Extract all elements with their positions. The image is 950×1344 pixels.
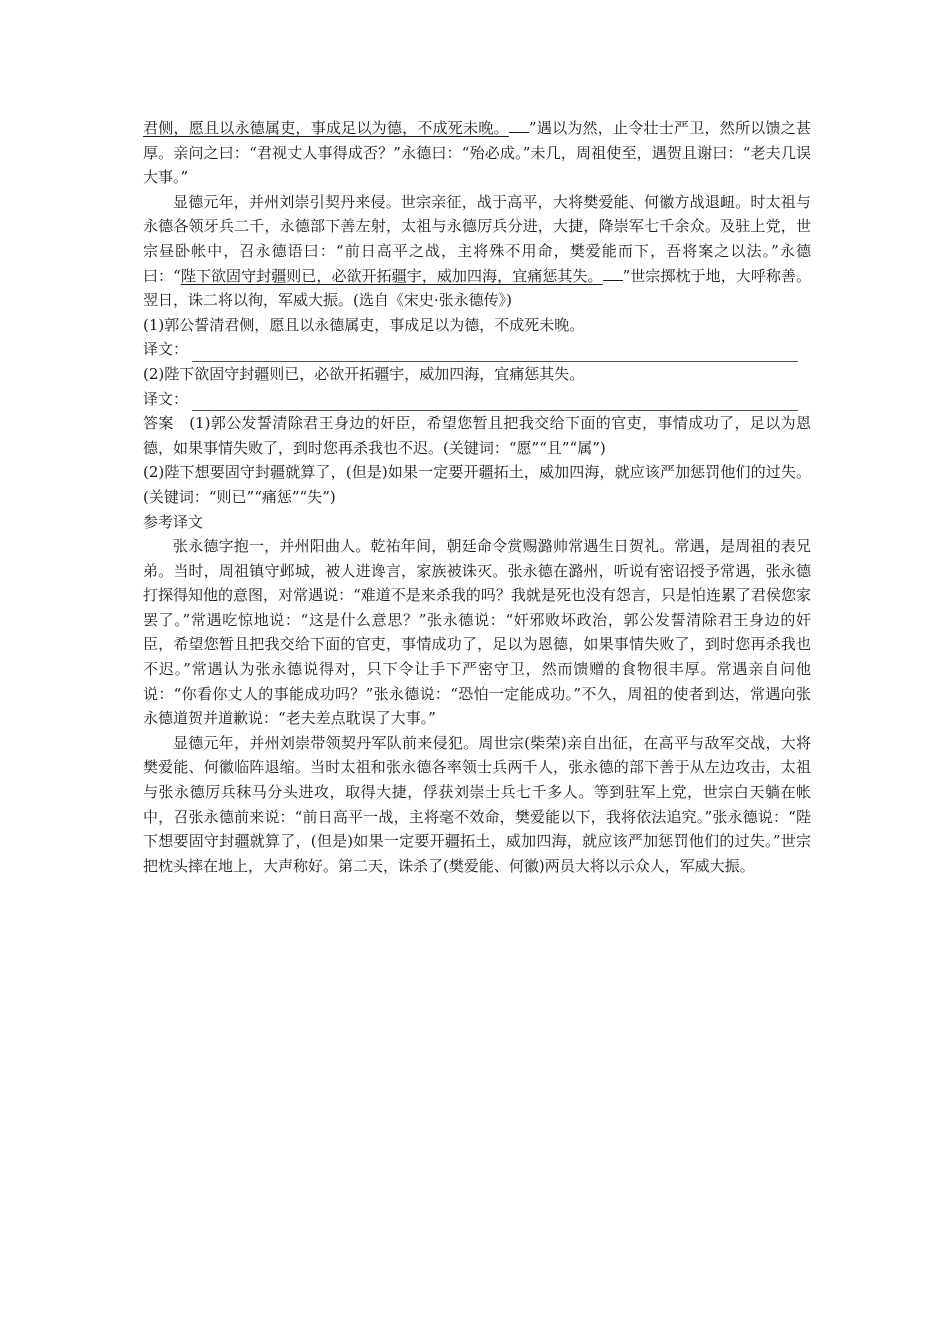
document-page — [143, 116, 811, 878]
underline-blank — [603, 266, 623, 281]
answer-1: 答案 (1)郭公发誓清除君王身边的奸臣，希望您暂且把我交给下面的官吏，事情成功了，足以为恩德，如果事情失败了，到时您再杀我也不迟。(关键词：“愿”“且”“属”) — [143, 414, 811, 457]
reference-paragraph-2: 显德元年，并州刘崇带领契丹军队前来侵犯。周世宗(柴荣)亲自出征，在高平与敌军交战，大将樊爱能、何徽临阵退缩。当时太祖和张永德各率领士兵两千人，张永德的部下善于从左边攻击，太祖与张永德厉兵秣马分头进攻，取得大捷，俘获刘崇士兵七千多人。等到驻军上党，世宗白天躺在帐中，召张永德前来说：“前日高平一战，主将毫不效命，樊爱能以下，我将依法追究。”张永德说：“陛下想要固守封疆就算了，(但是)如果一定要开疆拓土，威加四海，就应该严加惩罚他们的过失。”世宗把枕头摔在地上，大声称好。第二天，诛杀了(樊爱能、何徽)两员大将以示众人，军威大振。 — [143, 733, 811, 875]
translation-label: 译文： — [143, 389, 189, 408]
answer-blank-line[interactable] — [192, 396, 798, 411]
answer-blank-line[interactable] — [192, 347, 798, 362]
underlined-sentence-1: 君侧，愿且以永德属吏，事成足以为德，不成死未晚。 — [143, 119, 509, 137]
passage-paragraph-2 — [143, 190, 811, 313]
underline-blank — [509, 118, 529, 133]
question-2: (2)陛下欲固守封疆则已，必欲开拓疆宇，威加四海，宜痛惩其失。 — [143, 364, 585, 383]
reference-title: 参考译文 — [143, 512, 204, 531]
reference-paragraph-1: 张永德字抱一，并州阳曲人。乾祐年间，朝廷命令赏赐潞帅常遇生日贺礼。常遇，是周祖的表兄弟。当时，周祖镇守邺城，被人进谗言，家族被诛灭。张永德在潞州，听说有密诏授予常遇，张永德打探得知他的意图，对常遇说：“难道不是来杀我的吗？我就是死也没有怨言，只是怕连累了君侯您家罢了。”常遇吃惊地说：“这是什么意思？”张永德说：“奸邪败坏政治，郭公发誓清除君王身边的奸臣，希望您暂且把我交给下面的官吏，事情成功了，足以为恩德，如果事情失败了，到时您再杀我也不迟。”常遇认为张永德说得对，只下令让手下严密守卫，然而馈赠的食物很丰厚。常遇亲自问他说：“你看你丈人的事能成功吗？”张永德说：“恐怕一定能成功。”不久，周祖的使者到达，常遇向张永德道贺并道歉说：“老夫差点耽误了大事。” — [143, 537, 811, 728]
translation-line-1 — [143, 337, 811, 362]
passage-paragraph-2-b: ”世宗掷枕于地，大呼称善。翌日，诛二将以徇，军威大振。(选自《宋史·张永德传》) — [143, 266, 812, 310]
answer-2: (2)陛下想要固守封疆就算了，(但是)如果一定要开疆拓土，威加四海，就应该严加惩罚他们的过失。(关键词：“则已”“痛惩”“失”) — [143, 463, 811, 506]
translation-label: 译文： — [143, 340, 189, 359]
passage-paragraph-1 — [143, 116, 811, 190]
question-1: (1)郭公誓清君侧，愿且以永德属吏，事成足以为德，不成死未晚。 — [143, 315, 585, 334]
translation-line-2 — [143, 387, 811, 412]
passage-paragraph-2-a: 显德元年，并州刘崇引契丹来侵。世宗亲征，战于高平，大将樊爱能、何徽方战退衄。时太祖与永德各领牙兵二千，永德部下善左射，太祖与永德厉兵分进，大捷，降崇军七千余众。及驻上党，世宗昼卧帐中，召永德语曰：“前日高平之战，主将殊不用命，樊爱能而下，吾将案之以法。”永德曰：“ — [143, 192, 811, 285]
underlined-sentence-2: 陛下欲固守封疆则已，必欲开拓疆宇，威加四海，宜痛惩其失。 — [180, 266, 603, 285]
passage-paragraph-1-rest: ”遇以为然，止令壮士严卫，然所以馈之甚厚。亲问之曰：“君视丈人事得成否？”永德曰：“殆必成。”未几，周祖使至，遇贺且谢曰：“老夫几误大事。” — [143, 119, 811, 187]
